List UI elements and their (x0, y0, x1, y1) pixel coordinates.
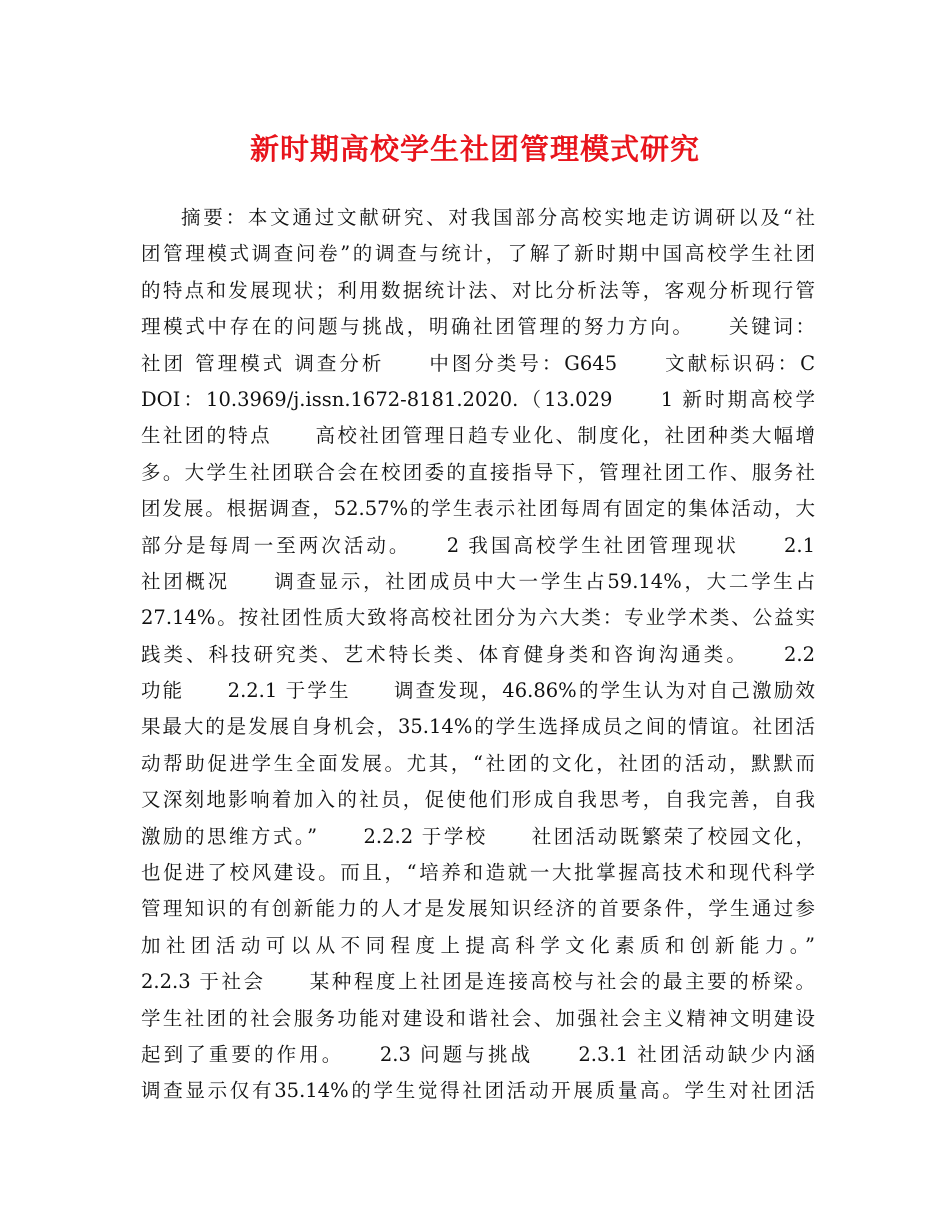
body-line: 社团概况 调查显示，社团成员中大一学生占59.14%，大二学生占 (141, 569, 815, 593)
document-body (141, 200, 831, 1110)
body-line: 摘要：本文通过文献研究、对我国部分高校实地走访调研以及“社 (181, 206, 815, 229)
body-line: 调查显示仅有35.14%的学生觉得社团活动开展质量高。学生对社团活 (141, 1079, 815, 1103)
body-line: 动帮助促进学生全面发展。尤其，“社团的文化，社团的活动，默默而 (141, 751, 815, 775)
body-line: 团发展。根据调查，52.57%的学生表示社团每周有固定的集体活动，大 (141, 497, 815, 521)
body-line: 也促进了校风建设。而且，“培养和造就一大批掌握高技术和现代科学 (141, 861, 815, 885)
body-line: 学生社团的社会服务功能对建设和谐社会、加强社会主义精神文明建设 (141, 1006, 815, 1030)
body-line: 加社团活动可以从不同程度上提高科学文化素质和创新能力。” (141, 933, 815, 957)
body-line: 2.2.3 于社会 某种程度上社团是连接高校与社会的最主要的桥梁。 (141, 970, 815, 994)
body-line: 生社团的特点 高校社团管理日趋专业化、制度化，社团种类大幅增 (141, 424, 815, 448)
body-line: 践类、科技研究类、艺术特长类、体育健身类和咨询沟通类。 2.2 (141, 642, 815, 666)
body-line: 社团 管理模式 调查分析 中图分类号：G645 文献标识码：C (141, 351, 815, 375)
body-line: 团管理模式调查问卷”的调查与统计，了解了新时期中国高校学生社团 (141, 242, 815, 266)
document-title: 新时期高校学生社团管理模式研究 (249, 132, 700, 166)
body-line: 激励的思维方式。” 2.2.2 于学校 社团活动既繁荣了校园文化， (141, 824, 815, 848)
body-line: 理模式中存在的问题与挑战，明确社团管理的努力方向。 关键词： (141, 315, 815, 339)
body-line: 功能 2.2.1 于学生 调查发现，46.86%的学生认为对自己激励效 (141, 679, 815, 703)
body-line: 起到了重要的作用。 2.3 问题与挑战 2.3.1 社团活动缺少内涵 (141, 1042, 815, 1066)
body-line: DOI：10.3969/j.issn.1672-8181.2020.（13.029 1 新时期高校学 (141, 387, 815, 411)
body-line: 部分是每周一至两次活动。 2 我国高校学生社团管理现状 2.1 (141, 533, 815, 557)
body-line: 的特点和发展现状；利用数据统计法、对比分析法等，客观分析现行管 (141, 278, 815, 302)
body-line: 多。大学生社团联合会在校团委的直接指导下，管理社团工作、服务社 (141, 460, 815, 484)
body-line: 管理知识的有创新能力的人才是发展知识经济的首要条件，学生通过参 (141, 897, 815, 921)
body-line: 果最大的是发展自身机会，35.14%的学生选择成员之间的情谊。社团活 (141, 715, 815, 739)
body-line: 又深刻地影响着加入的社员，促使他们形成自我思考，自我完善，自我 (141, 788, 815, 812)
body-line: 27.14%。按社团性质大致将高校社团分为六大类：专业学术类、公益实 (141, 606, 815, 630)
